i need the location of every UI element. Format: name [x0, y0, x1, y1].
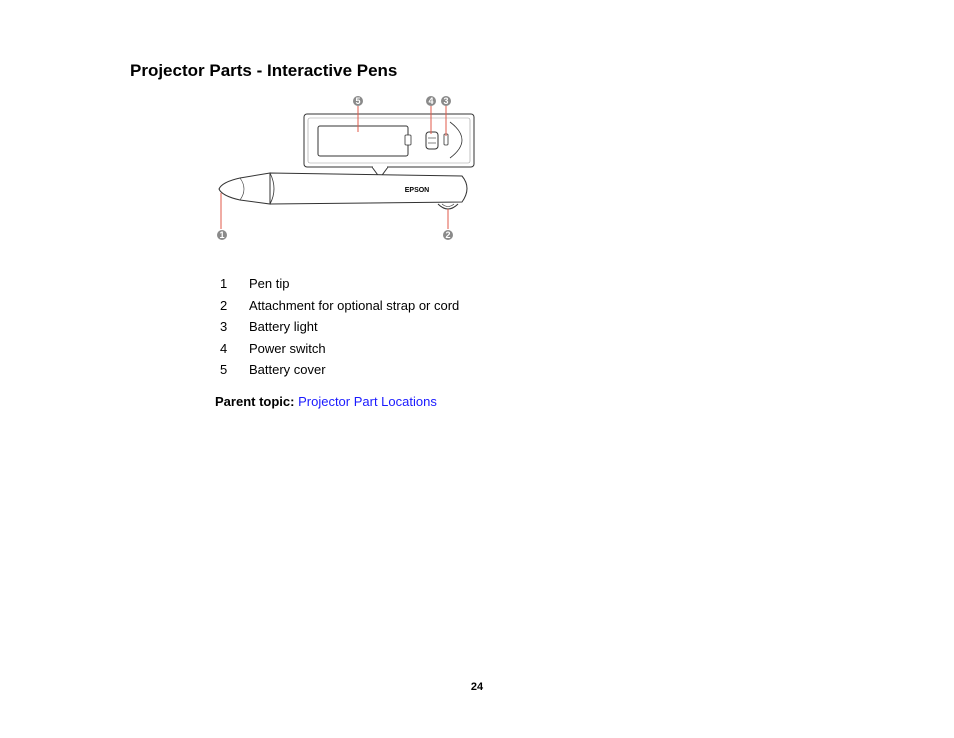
svg-text:5: 5: [355, 96, 361, 106]
list-item: [220, 339, 459, 361]
pen-brand-label: EPSON: [404, 187, 430, 194]
parent-topic-link[interactable]: Projector Part Locations: [298, 394, 437, 409]
part-number: 2: [220, 297, 228, 313]
parent-topic-label: Parent topic:: [215, 394, 295, 409]
part-label: Battery light: [249, 319, 318, 334]
power-switch-shape: [426, 132, 438, 149]
pen-body-shape: [266, 173, 467, 204]
list-item: [220, 274, 459, 296]
interactive-pen-illustration: [210, 92, 480, 244]
list-item: [220, 360, 459, 382]
svg-text:1: 1: [219, 230, 225, 240]
page-title: Projector Parts - Interactive Pens: [130, 61, 398, 80]
svg-text:3: 3: [443, 96, 449, 106]
pen-tip-shape: [219, 173, 270, 204]
parts-list: [220, 274, 459, 382]
callout-badge-1: [217, 230, 227, 240]
part-label: Power switch: [249, 340, 326, 356]
part-number: 5: [220, 362, 228, 377]
callout-badge-5: [353, 96, 363, 106]
page-number: 24: [470, 681, 484, 693]
callout-badge-3: [441, 96, 451, 106]
part-label: Attachment for optional strap or cord: [249, 297, 460, 313]
parent-topic: [215, 394, 437, 409]
svg-text:2: 2: [445, 230, 451, 240]
part-label: Pen tip: [249, 276, 290, 291]
part-number: 3: [220, 319, 228, 334]
list-item: [220, 317, 459, 339]
part-number: 1: [220, 276, 228, 291]
part-number: 4: [220, 340, 228, 356]
svg-text:4: 4: [428, 96, 434, 106]
part-label: Battery cover: [249, 362, 326, 377]
battery-cover-shape: [318, 126, 408, 156]
list-item: [220, 296, 459, 318]
callout-badge-4: [426, 96, 436, 106]
callout-badge-2: [443, 230, 453, 240]
